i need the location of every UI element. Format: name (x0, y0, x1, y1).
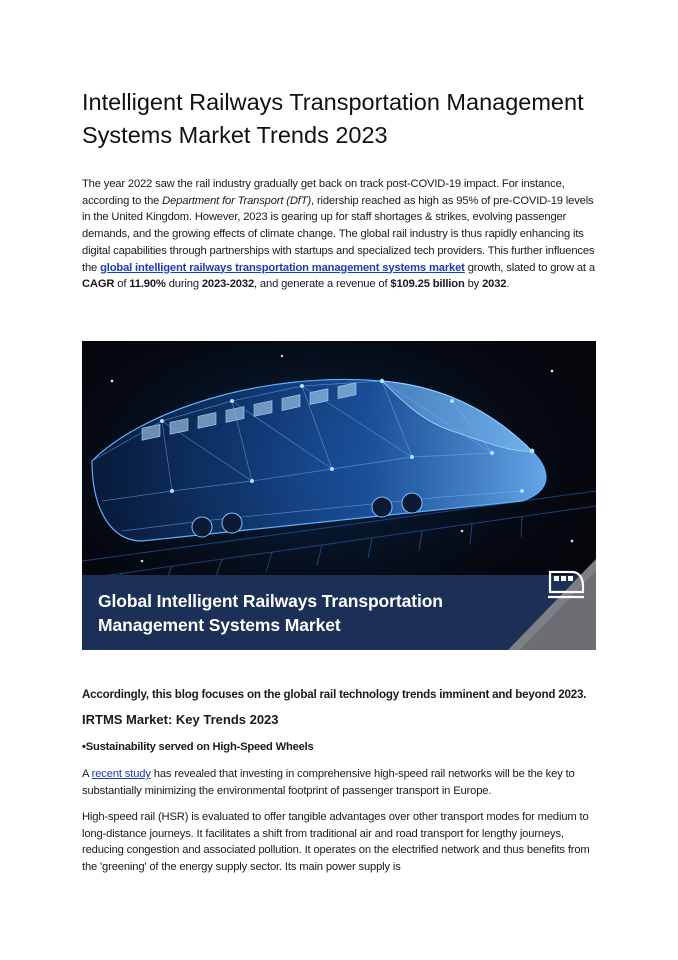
intro-text: The year 2022 saw the rail industry gradually get back on track post-COVID-19 impact. For instance, according to the (82, 178, 565, 207)
hero-image (82, 341, 596, 650)
market-link[interactable]: global intelligent railways transportation management systems market (100, 261, 465, 274)
intro-text: during (165, 278, 202, 291)
cagr-value: 11.90% (129, 278, 166, 291)
section-heading: IRTMS Market: Key Trends 2023 (82, 712, 279, 727)
revenue-year: 2032 (482, 278, 507, 291)
dft-name: Department for Transport (DfT) (162, 194, 312, 207)
intro-text: , ridership reached as high as 95% of pre-COVID-19 levels in the United Kingdom. However, 2023 is gearing up for staff shortages & strikes, evolving passenger demands, and the growing effects of climate change. The global rail industry is thus rapidly enhancing its digital capabilities through partnerships with startups and specialized tech providers. This further influences the (82, 194, 595, 274)
paragraph-text: A (82, 768, 92, 780)
paragraph-hsr: High-speed rail (HSR) is evaluated to offer tangible advantages over other transport modes for medium to long-distance journeys. It facilitates a shift from traditional air and road transport for lengthy journeys, reducing congestion and associated pollution. It operates on the electrified network and thus benefits from the 'greening' of the energy supply sector. Its main power supply is (82, 811, 590, 874)
intro-text: . (506, 278, 510, 291)
intro-text: of (114, 278, 130, 291)
page-title: Intelligent Railways Transportation Management Systems Market Trends 2023 (82, 89, 584, 148)
train-icon (546, 566, 586, 602)
intro-text: , and generate a revenue of (254, 278, 391, 291)
paragraph-study (82, 766, 596, 799)
intro-text: by (464, 278, 483, 291)
banner-title: Global Intelligent Railways Transportation Management Systems Market (98, 591, 443, 635)
trend-subheading: •Sustainability served on High-Speed Wheels (82, 741, 314, 753)
intro-paragraph (82, 176, 596, 293)
revenue-value: $109.25 billion (390, 278, 465, 291)
intro-text: growth, slated to grow at a (464, 261, 595, 274)
lead-sentence: Accordingly, this blog focuses on the global rail technology trends imminent and beyond 2023. (82, 688, 587, 701)
paragraph-text: has revealed that investing in comprehensive high-speed rail networks will be the key to substantially minimizing the environmental footprint of passenger transport in Europe. (82, 768, 575, 797)
cagr-label: CAGR (82, 278, 115, 291)
forecast-period: 2023-2032 (201, 278, 255, 291)
recent-study-link[interactable]: recent study (91, 768, 151, 780)
